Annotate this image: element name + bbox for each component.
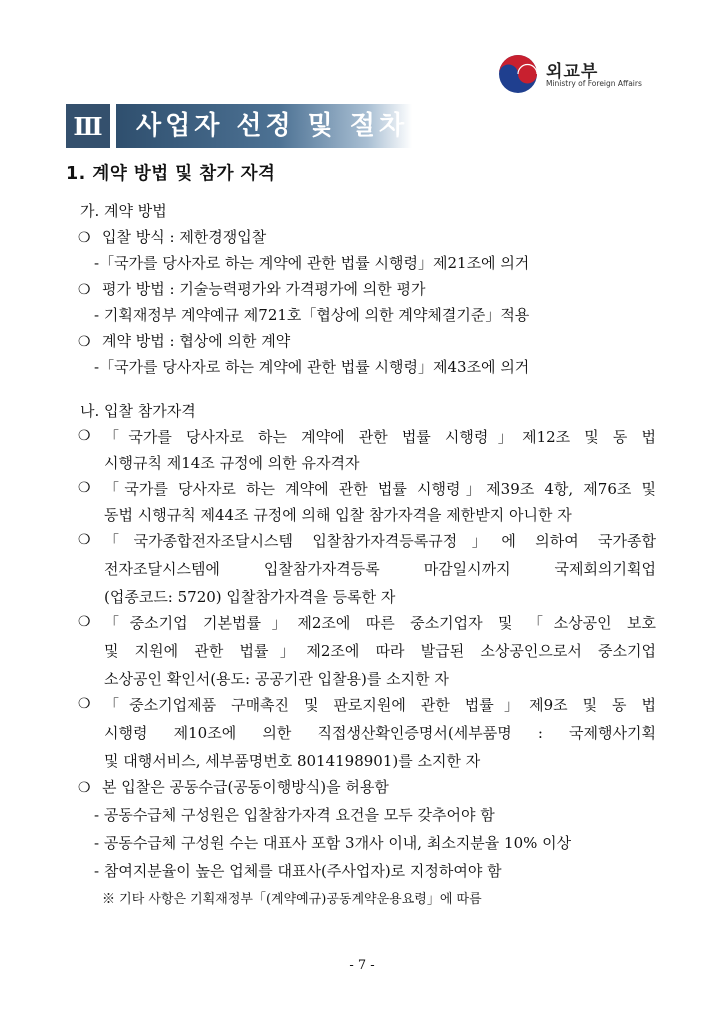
bullet-icon: ❍	[78, 696, 91, 712]
item-line: 시행령 제10조에 의한 직접생산확인증명서(세부품명 : 국제행사기획	[104, 724, 656, 742]
taegeuk-emblem-icon	[498, 54, 538, 94]
section-banner	[66, 104, 412, 148]
logo-english-name: Ministry of Foreign Affairs	[546, 79, 642, 88]
footnote: ※ 기타 사항은 기획재정부「(계약예규)공동계약운용요령」에 따름	[102, 892, 482, 907]
sub-item: - 기획재정부 계약예규 제721호「협상에 의한 계약체결기준」적용	[94, 306, 530, 324]
bullet-icon: ❍	[78, 780, 91, 796]
bullet-icon: ❍	[78, 480, 91, 496]
list-item	[78, 278, 425, 299]
item-text: 계약 방법 : 협상에 의한 계약	[102, 332, 291, 350]
sub-item: - 참여지분율이 높은 업체를 대표사(주사업자)로 지정하여야 함	[94, 862, 502, 880]
bullet-icon: ❍	[78, 428, 91, 444]
item-text: 평가 방법 : 기술능력평가와 가격평가에 의한 평가	[102, 280, 426, 298]
item-line: 및 대행서비스, 세부품명번호 8014198901)를 소지한 자	[104, 752, 481, 770]
ministry-logo	[498, 54, 658, 100]
section-title: 사업자 선정 및 절차	[116, 104, 412, 148]
item-line: 전자조달시스템에 입찰참가자격등록 마감일시까지 국제회의기획업	[104, 560, 656, 578]
section-number: Ⅲ	[66, 104, 110, 148]
item-line: 「중소기업제품 구매촉진 및 판로지원에 관한 법률」제9조 및 동 법	[104, 696, 656, 714]
item-line: 「국가를 당사자로 하는 계약에 관한 법률 시행령」제12조 및 동 법	[104, 428, 656, 446]
item-text: 입찰 방식 : 제한경쟁입찰	[102, 228, 267, 246]
part-b-title: 나. 입찰 참가자격	[80, 402, 196, 420]
item-line: 「국가종합전자조달시스템 입찰참가자격등록규정」에 의하여 국가종합	[104, 532, 656, 550]
list-item	[78, 776, 389, 797]
sub-item: - 공동수급체 구성원 수는 대표사 포함 3개사 이내, 최소지분율 10% 이상	[94, 834, 572, 852]
sub-item: -「국가를 당사자로 하는 계약에 관한 법률 시행령」제43조에 의거	[94, 358, 530, 376]
page-number: - 7 -	[349, 958, 375, 973]
sub-item: - 공동수급체 구성원은 입찰참가자격 요건을 모두 갖추어야 함	[94, 806, 495, 824]
bullet-icon: ❍	[78, 230, 91, 246]
item-line: 동법 시행규칙 제44조 규정에 의해 입찰 참가자격을 제한받지 아니한 자	[104, 506, 572, 524]
bullet-icon: ❍	[78, 334, 91, 350]
part-a-title: 가. 계약 방법	[80, 202, 167, 220]
item-line: 및 지원에 관한 법률」제2조에 따라 발급된 소상공인으로서 중소기업	[104, 642, 656, 660]
item-line: 「중소기업 기본법률」제2조에 따른 중소기업자 및 「소상공인 보호	[104, 614, 656, 632]
list-item	[78, 330, 290, 351]
bullet-icon: ❍	[78, 614, 91, 630]
item-text: 본 입찰은 공동수급(공동이행방식)을 허용함	[102, 778, 389, 796]
item-line: 「국가를 당사자로 하는 계약에 관한 법률 시행령」제39조 4항, 제76조 및	[104, 480, 656, 498]
bullet-icon: ❍	[78, 282, 91, 298]
list-item	[78, 226, 266, 247]
item-line: 소상공인 확인서(용도: 공공기관 입찰용)를 소지한 자	[104, 670, 449, 688]
logo-name: 외교부	[546, 62, 599, 82]
bullet-icon: ❍	[78, 532, 91, 548]
item-line: 시행규칙 제14조 규정에 의한 유자격자	[104, 454, 360, 472]
heading: 1. 계약 방법 및 참가 자격	[66, 164, 276, 184]
sub-item: -「국가를 당사자로 하는 계약에 관한 법률 시행령」제21조에 의거	[94, 254, 530, 272]
item-line: (업종코드: 5720) 입찰참가자격을 등록한 자	[104, 588, 396, 606]
